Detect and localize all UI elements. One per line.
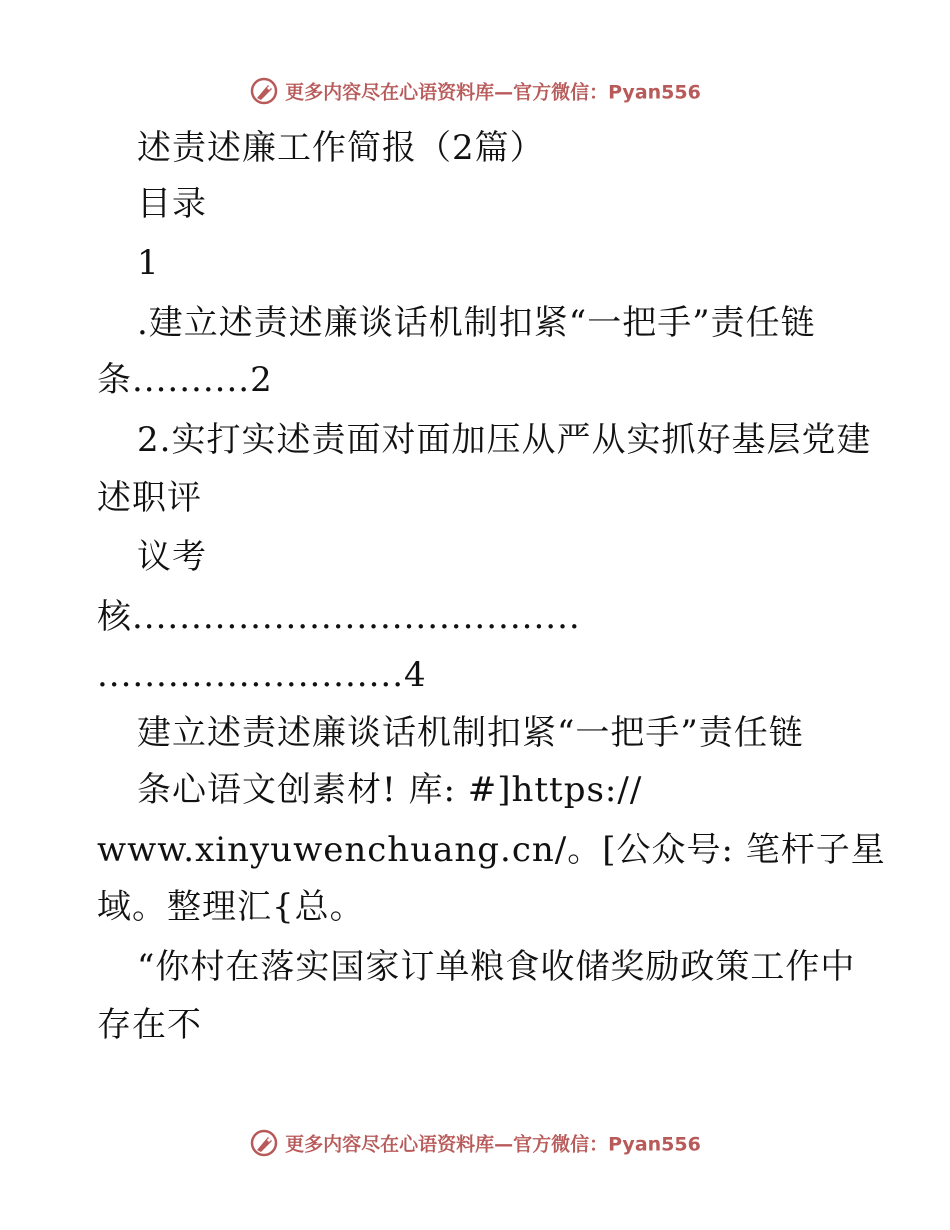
pen-nib-logo-icon bbox=[249, 1128, 279, 1158]
toc-item-2-continued: 述职评 bbox=[97, 478, 202, 518]
header-watermark bbox=[0, 76, 950, 106]
toc-item-1: .建立述责述廉谈话机制扣紧“一把手”责任链 bbox=[137, 303, 816, 343]
toc-item-1-continued: 条..........2 bbox=[97, 360, 273, 400]
body-line-1: 条心语文创素材! 库: #]https:// bbox=[137, 770, 643, 810]
body-line-4: “你村在落实国家订单粮食收储奖励政策工作中 bbox=[137, 947, 856, 987]
body-line-5: 存在不 bbox=[97, 1005, 202, 1045]
header-watermark-text: 更多内容尽在心语资料库—官方微信：Pyan556 bbox=[285, 81, 701, 104]
toc-heading: 目录 bbox=[137, 184, 207, 224]
toc-item-2-leader: 核...................................... bbox=[97, 597, 581, 637]
document-title: 述责述廉工作简报（2篇） bbox=[137, 128, 545, 168]
pen-nib-logo-icon bbox=[249, 76, 279, 106]
body-line-3: 域。整理汇{总。 bbox=[97, 887, 365, 927]
footer-watermark bbox=[0, 1128, 950, 1158]
toc-item-2: 2.实打实述责面对面加压从严从实抓好基层党建 bbox=[137, 420, 872, 460]
footer-watermark-text: 更多内容尽在心语资料库—官方微信：Pyan556 bbox=[285, 1133, 701, 1156]
toc-item-2-page: ..........................4 bbox=[97, 655, 427, 695]
toc-item-2-continued-2: 议考 bbox=[137, 537, 207, 577]
toc-number: 1 bbox=[137, 243, 160, 283]
section-heading: 建立述责述廉谈话机制扣紧“一把手”责任链 bbox=[137, 713, 804, 753]
body-line-2: www.xinyuwenchuang.cn/。[公众号: 笔杆子星 bbox=[97, 830, 886, 870]
